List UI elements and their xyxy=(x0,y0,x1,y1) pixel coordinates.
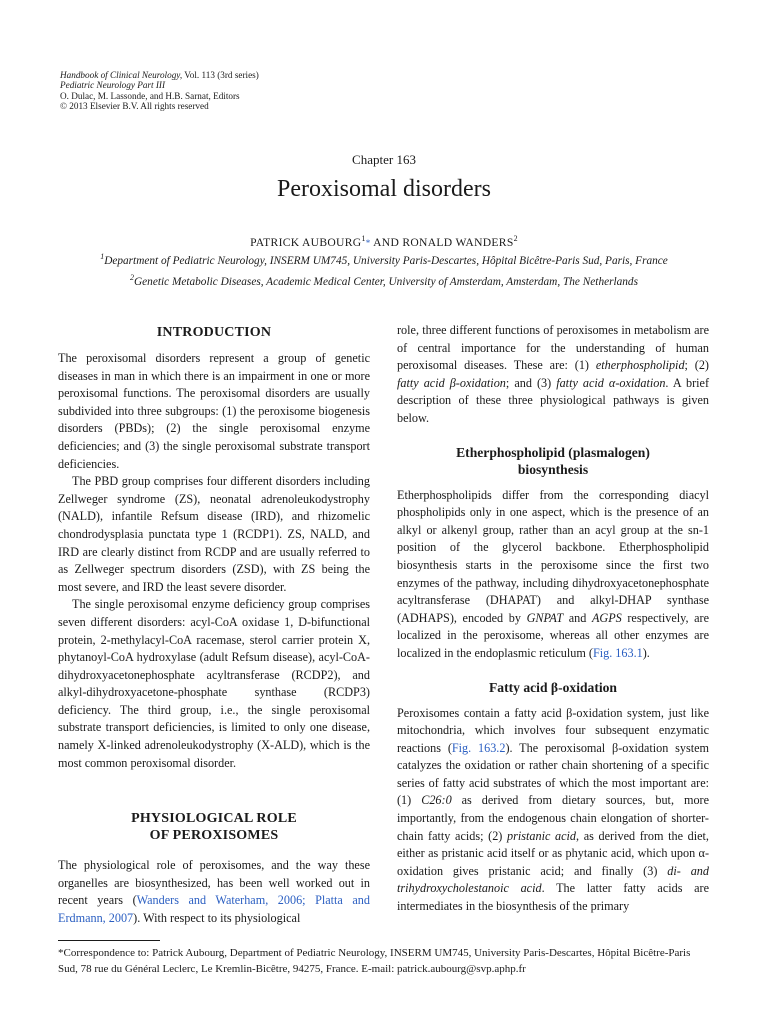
text-run: and xyxy=(563,610,592,625)
left-column xyxy=(58,322,370,928)
chapter-title: Peroxisomal disorders xyxy=(277,176,491,202)
affiliation-sup: 1 xyxy=(100,252,105,261)
heading-line: Etherphospholipid (plasmalogen) xyxy=(456,444,650,460)
text-run: ; and (3) xyxy=(505,375,557,390)
paragraph: The PBD group comprises four different disorders including Zellweger syndrome (ZS), neonatal adrenoleukodystrophy (NALD), infantile Refsum disease (IRD), and rhizomelic chondrodysplasia punctata type 1 (RCDP1). ZS, NALD, and IRD are clearly distinct from RCDP and are usually referred to as Zellweger spectrum disorders (ZSD), with ZS being the most severe, and IRD the least severe disorder. xyxy=(58,474,370,594)
affiliation-text: Genetic Metabolic Diseases, Academic Medical Center, University of Amsterdam, Amsterdam, The Netherlands xyxy=(134,275,638,288)
text-run: , as derived from the diet, either as pristanic acid itself or as phytanic acid, which upon α-oxidation gives pristanic acid; and finally (3) xyxy=(397,828,709,878)
paragraph xyxy=(58,857,370,927)
citation-copyright: © 2013 Elsevier B.V. All rights reserved xyxy=(60,101,209,112)
journal-volume: Vol. 113 (3rd series) xyxy=(182,70,259,80)
book-citation-block xyxy=(60,70,460,112)
chapter-number: Chapter 163 xyxy=(352,152,416,167)
correspondence-footnote: *Correspondence to: Patrick Aubourg, Department of Pediatric Neurology, INSERM UM745, University Paris-Descartes, Hôpital Bicêtre-Paris Sud, 78 rue du Général Leclerc, Le Kremlin-Bicêtre, 94275, France. E-mail: patrick.aubourg@svp.aphp.fr xyxy=(58,947,691,975)
affiliation xyxy=(0,252,768,267)
section-heading-physiological-role xyxy=(58,810,370,844)
right-column xyxy=(397,322,709,916)
text-run: ). The peroxisomal β-oxidation system catalyzes the oxidation or rather chain shortening of a specific series of fatty acid substrates of which the most important are: (1) xyxy=(397,740,709,808)
text-run: etherphospholipid xyxy=(595,358,685,373)
text-run: fatty acid β-oxidation xyxy=(397,375,506,390)
text-run: C26:0 xyxy=(421,793,452,808)
text-run: . The latter fatty acids are intermediates in the biosynthesis of the primary xyxy=(397,881,709,914)
heading-line: biosynthesis xyxy=(517,461,589,477)
footnote-divider xyxy=(58,940,160,941)
author-conjunction: AND xyxy=(370,235,403,249)
paragraph: The single peroxisomal enzyme deficiency group comprises seven different disorders: acyl-CoA oxidase 1, D-bifunctional protein, 2-methylacyl-CoA racemase, sterol carrier protein X, phytanoyl-CoA hydroxylase (adult Refsum disease), acyl-CoA-dihydroxyacetonephosphate acyltransferase (RCDP2), and alkyl-dihydroxyacetone-phosphate synthase (RCDP3) deficiency. The third group, i.e., the single peroxisomal substrate transport deficiencies, is limited to only one disease, namely X-linked adrenoleukodystrophy (X-ALD), which is the most common peroxisomal disorder. xyxy=(58,597,370,770)
text-run: Etherphospholipids differ from the corresponding diacyl phospholipids only in one aspect, which is the presence of an alkyl or alkenyl group, rather than an acyl group at the sn-1 position of the glycerol backbone. Etherphospholipid biosynthesis starts in the peroxisome since the first two enzymes of the pathway, including dihydroxyacetonephosphate acyltransferase (DHAPAT) and alkyl-DHAP synthase (ADHAPS), encoded by xyxy=(397,487,709,625)
text-run: role, three different functions of peroxisomes in metabolism are of central importance for the understanding of human peroxisomal diseases. These are: (1) xyxy=(397,323,709,373)
heading-line: PHYSIOLOGICAL ROLE xyxy=(131,811,297,827)
text-run: AGPS xyxy=(591,610,622,625)
figure-link[interactable]: Fig. 163.2 xyxy=(451,740,506,755)
heading-line: OF PEROXISOMES xyxy=(149,828,279,844)
text-run: ). With respect to its physiological xyxy=(133,911,301,926)
affiliation-sup: 2 xyxy=(130,273,134,282)
correspondence-star-link[interactable]: * xyxy=(365,237,371,248)
text-run: respectively, are localized in the peroxisome, whereas all other enzymes are localized in the endoplasmic reticulum ( xyxy=(397,610,709,660)
figure-link[interactable]: Fig. 163.1 xyxy=(592,645,643,660)
citation-editors: O. Dulac, M. Lassonde, and H.B. Sarnat, Editors xyxy=(60,90,240,101)
journal-title: Handbook of Clinical Neurology, xyxy=(60,70,183,80)
citation-line-journal xyxy=(60,70,460,80)
paragraph xyxy=(397,487,709,663)
text-run: pristanic acid xyxy=(507,828,577,843)
text-run: GNPAT xyxy=(526,610,564,625)
citation-part: Pediatric Neurology Part III xyxy=(60,80,166,91)
text-run: fatty acid α-oxidation xyxy=(556,375,666,390)
author-name: PATRICK AUBOURG xyxy=(250,235,362,249)
text-run: ). xyxy=(642,645,650,660)
author-affiliation-sup: 2 xyxy=(513,234,518,243)
paragraph: The peroxisomal disorders represent a group of genetic diseases in man in which there is an impairment in one or more peroxisomal functions. The peroxisomal disorders are usually subdivided into three subgroups: (1) the peroxisome biogenesis disorders (PBDs); (2) the single peroxisomal enzyme deficiencies; and (3) the single peroxisomal substrate transport deficiencies. xyxy=(58,351,370,471)
author-affiliation-sup: 1 xyxy=(361,234,366,243)
affiliation-text: Department of Pediatric Neurology, INSERM UM745, University Paris-Descartes, Hôpital Bicêtre-Paris Sud, Paris, France xyxy=(104,254,668,267)
subsection-heading-etherphospholipid xyxy=(397,444,709,478)
citation-link[interactable]: Wanders and Waterham, 2006; Platta and Erdmann, 2007 xyxy=(58,893,370,926)
text-run: ; (2) xyxy=(684,358,709,373)
text-run: as derived from dietary sources, but, more importantly, from the endogenous chain elongation of shorter-chain fatty acids; (2) xyxy=(397,793,710,843)
subsection-heading-fatty-acid-beta-oxidation: Fatty acid β-oxidation xyxy=(489,679,617,695)
section-heading-introduction: INTRODUCTION xyxy=(156,325,272,340)
paragraph xyxy=(397,705,709,916)
text-run: di- and trihydroxycholestanoic acid xyxy=(397,863,709,896)
text-run: Peroxisomes contain a fatty acid β-oxidation system, just like mitochondria, which involves four subsequent enzymatic reactions ( xyxy=(397,705,709,755)
text-run: . A brief description of these three physiological pathways is given below. xyxy=(397,375,710,425)
text-run: The physiological role of peroxisomes, and the way these organelles are biosynthesized, has been well worked out in recent years ( xyxy=(58,858,370,908)
author-name: RONALD WANDERS xyxy=(402,235,514,249)
affiliation xyxy=(0,273,768,288)
paragraph xyxy=(397,322,709,428)
author-line xyxy=(0,234,768,249)
